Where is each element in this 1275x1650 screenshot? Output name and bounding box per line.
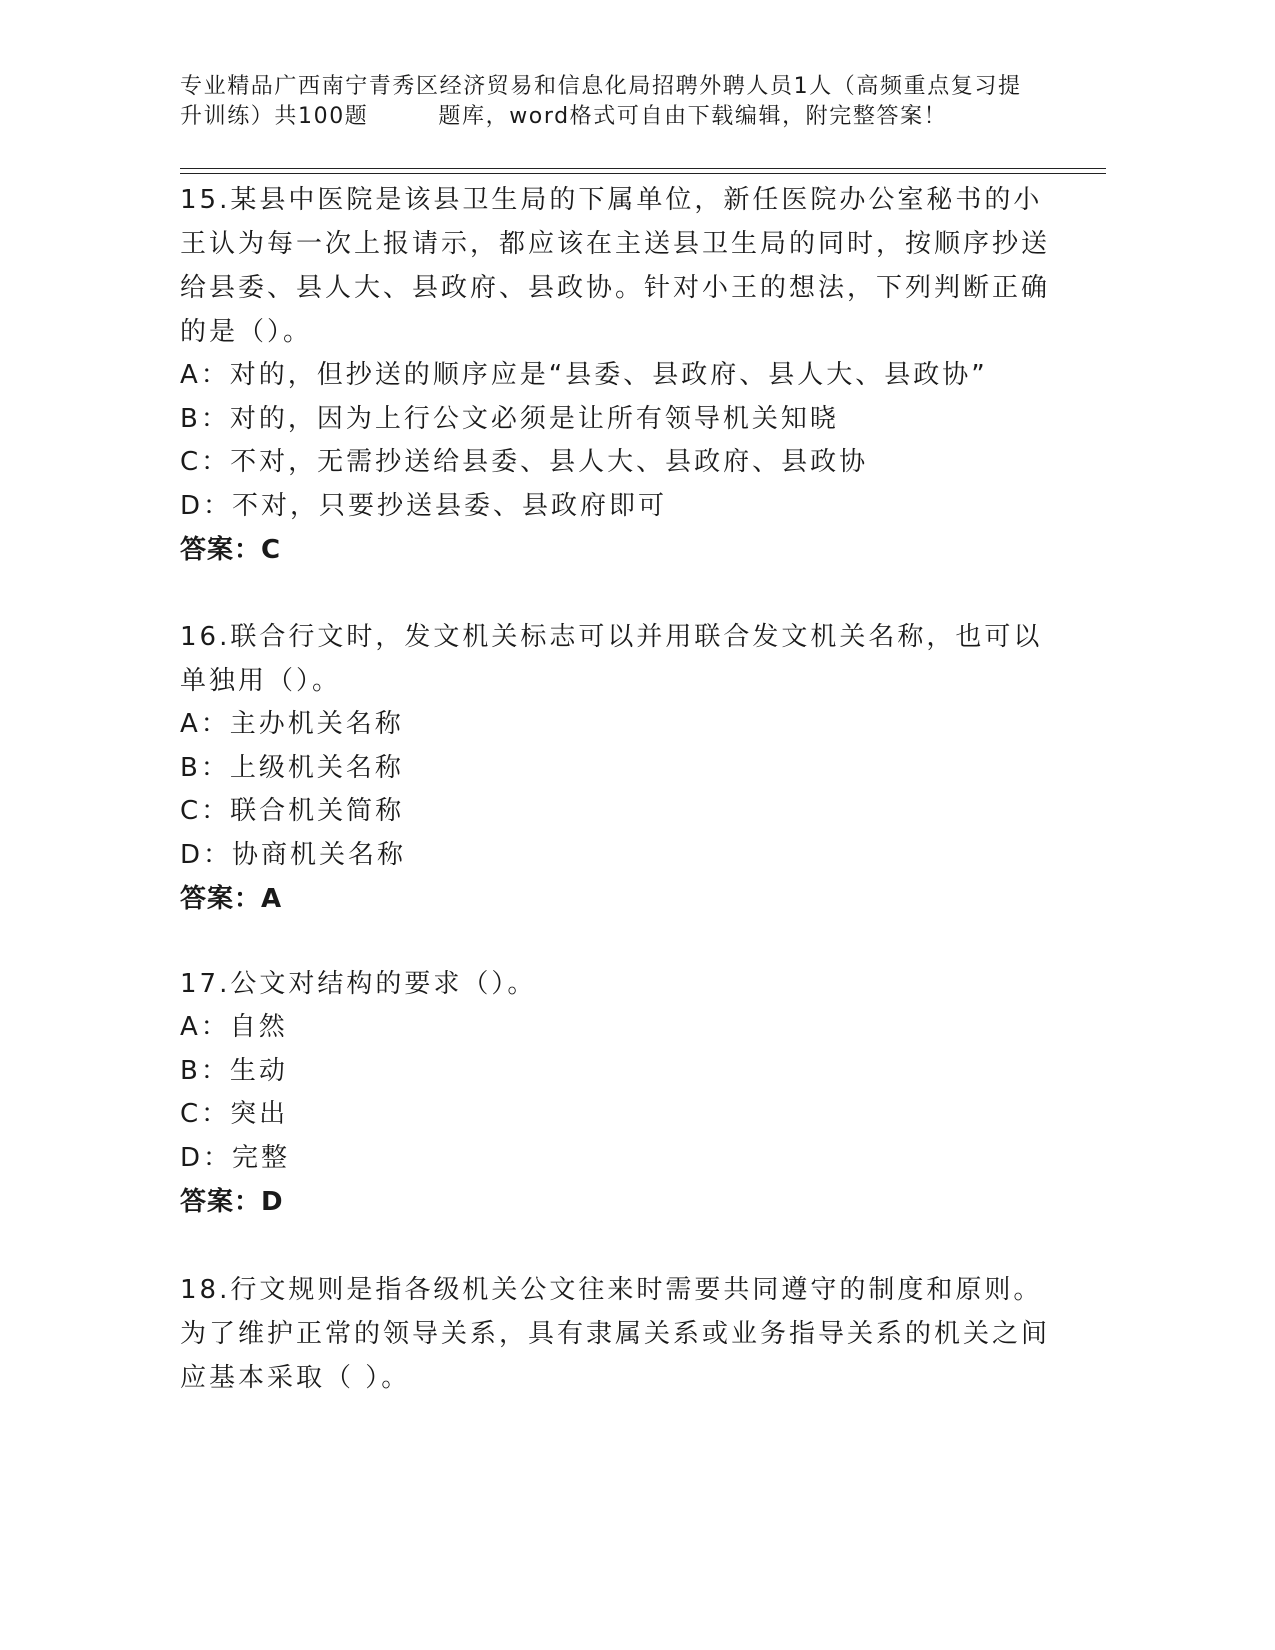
question-16 xyxy=(180,615,1050,921)
option-a: A：对的，但抄送的顺序应是“县委、县政府、县人大、县政协” xyxy=(180,360,988,390)
option-d: D：不对，只要抄送县委、县政府即可 xyxy=(180,490,668,521)
header-divider-top xyxy=(180,168,1106,169)
option-c: C：联合机关简称 xyxy=(180,796,405,826)
option-b: B：上级机关名称 xyxy=(180,752,404,783)
header-title-line-2 xyxy=(180,102,1080,132)
header-title-part-1: 升训练）共100题 xyxy=(180,104,369,129)
answer: 答案：D xyxy=(180,1187,284,1217)
question-stem: 15.某县中医院是该县卫生局的下属单位，新任医院办公室秘书的小王认为每一次上报请示，都应该在主送县卫生局的同时，按顺序抄送给县委、县人大、县政府、县政协。针对小王的想法，下列判断正确的是（）。 xyxy=(180,185,1051,347)
option-b: B：生动 xyxy=(180,1055,288,1086)
option-a: A：自然 xyxy=(180,1012,288,1042)
option-b: B：对的，因为上行公文必须是让所有领导机关知晓 xyxy=(180,403,839,434)
question-stem: 18.行文规则是指各级机关公文往来时需要共同遵守的制度和原则。为了维护正常的领导关系，具有隶属关系或业务指导关系的机关之间应基本采取（ ）。 xyxy=(180,1275,1051,1393)
question-18 xyxy=(180,1268,1050,1400)
option-c: C：突出 xyxy=(180,1099,289,1129)
question-stem: 17.公文对结构的要求（）。 xyxy=(180,969,537,999)
answer: 答案：A xyxy=(180,884,283,914)
question-15 xyxy=(180,178,1050,572)
option-a: A：主办机关名称 xyxy=(180,709,404,739)
option-d: D：协商机关名称 xyxy=(180,839,407,870)
answer: 答案：C xyxy=(180,535,282,565)
header-divider-bottom xyxy=(180,173,1106,174)
document-header xyxy=(180,72,1080,132)
question-17 xyxy=(180,962,1050,1224)
option-c: C：不对，无需抄送给县委、县人大、县政府、县政协 xyxy=(180,447,869,477)
option-d: D：完整 xyxy=(180,1142,291,1173)
question-stem: 16.联合行文时，发文机关标志可以并用联合发文机关名称，也可以单独用（）。 xyxy=(180,622,1043,696)
header-title-part-2: 题库，word格式可自由下载编辑，附完整答案！ xyxy=(438,104,948,129)
header-title-line-1: 专业精品广西南宁青秀区经济贸易和信息化局招聘外聘人员1人（高频重点复习提 xyxy=(180,74,1022,99)
